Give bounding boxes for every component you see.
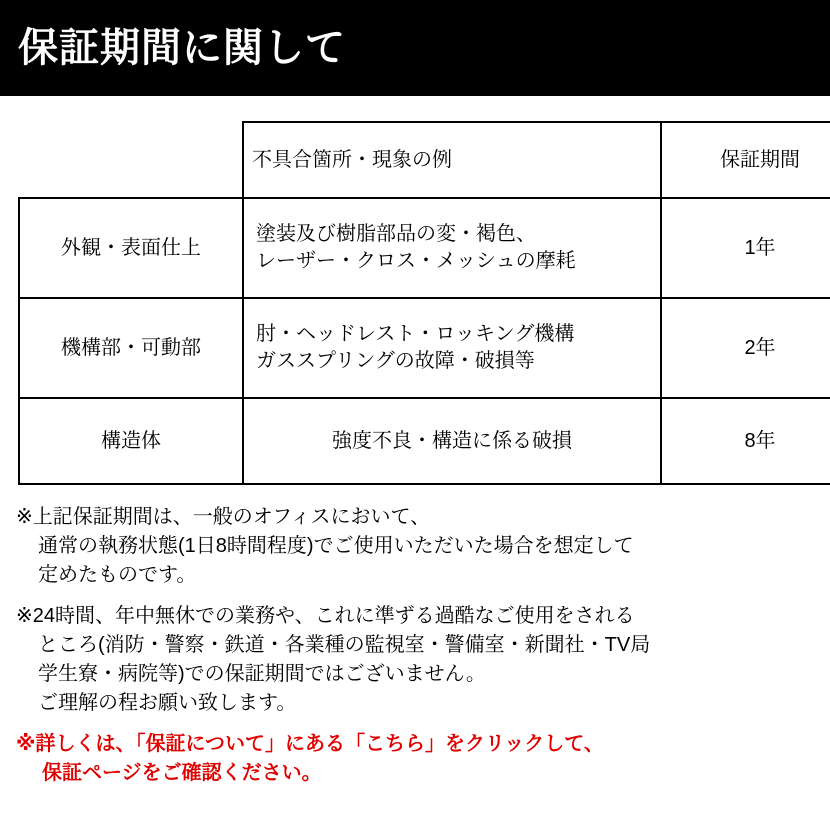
cell-description: [243, 198, 661, 298]
header-cell-term: 保証期間: [661, 122, 830, 198]
note-item: [16, 602, 814, 718]
note-line: 通常の執務状態(1日8時間程度)でご使用いただいた場合を想定して: [38, 535, 634, 557]
note-line: ※詳しくは、「保証について」にある「こちら」をクリックして、: [16, 733, 604, 755]
notes-section: [0, 485, 830, 788]
note-line: ※24時間、年中無休での業務や、これに準ずる過酷なご使用をされる: [16, 605, 635, 627]
page-header: [0, 0, 830, 96]
cell-term: 8年: [661, 398, 830, 484]
table-body: [19, 198, 830, 484]
table-header-row-group: [19, 122, 830, 198]
cell-category: 外観・表面仕上: [19, 198, 243, 298]
table-row: [19, 198, 830, 298]
warranty-table: [18, 121, 830, 485]
table-header-row: [19, 122, 830, 198]
cell-term: 2年: [661, 298, 830, 398]
note-line: ご理解の程お願い致します。: [38, 692, 297, 714]
cell-category: 構造体: [19, 398, 243, 484]
warranty-table-section: [0, 96, 830, 485]
note-item: [16, 503, 814, 590]
page-title: 保証期間に関して: [18, 26, 346, 70]
note-line: ところ(消防・警察・鉄道・各業種の監視室・警備室・新聞社・TV局: [38, 634, 651, 656]
cell-description-line: 塗装及び樹脂部品の変・褐色、: [256, 223, 536, 245]
cell-description-line: ガススプリングの故障・破損等: [256, 350, 535, 372]
table-row: [19, 298, 830, 398]
note-line: ※上記保証期間は、一般のオフィスにおいて、: [16, 506, 431, 528]
cell-term: 1年: [661, 198, 830, 298]
header-cell-category: [19, 122, 243, 198]
note-line: 学生寮・病院等)での保証期間ではございません。: [38, 663, 486, 685]
cell-description: [243, 298, 661, 398]
cell-description-line: レーザー・クロス・メッシュの摩耗: [256, 250, 576, 272]
note-line: 定めたものです。: [38, 564, 197, 586]
note-line: 保証ページをご確認ください。: [42, 762, 322, 784]
cell-description-line: 肘・ヘッドレスト・ロッキング機構: [256, 323, 575, 345]
header-cell-description: 不具合箇所・現象の例: [243, 122, 661, 198]
cell-description: 強度不良・構造に係る破損: [243, 398, 661, 484]
note-item-alert: [16, 730, 814, 788]
cell-category: 機構部・可動部: [19, 298, 243, 398]
table-row: [19, 398, 830, 484]
